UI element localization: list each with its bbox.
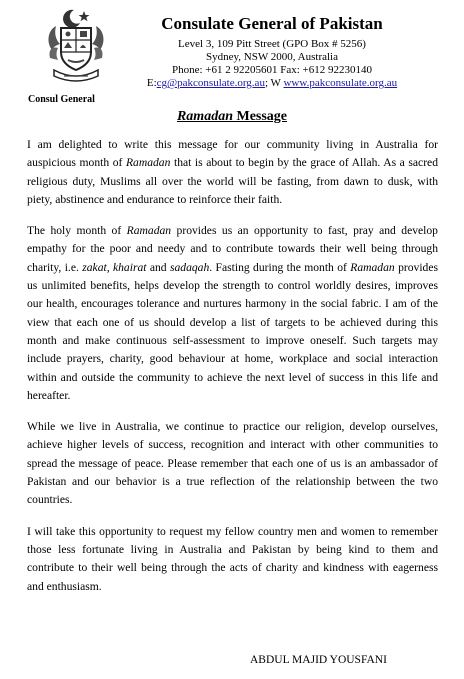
- email-prefix: E:: [146, 77, 157, 89]
- signature: ABDUL MAJID YOUSFANI: [250, 654, 387, 666]
- paragraph-text: The holy month of: [27, 224, 127, 238]
- message-title-rest: Message: [232, 109, 288, 124]
- paragraph-text: I am delighted to write this message for our community living in Australia for auspicious month of: [27, 138, 438, 170]
- pakistan-state-emblem-icon: [44, 6, 108, 86]
- italic-term: Ramadan: [126, 224, 172, 238]
- paragraph-text: I will take this opportunity to request my fellow country men and women to remember those less fortunate living in Australia and Pakistan by being kind to them and contribute to their well being through the acts of charity and kindness with eagerness and enthusiasm.: [27, 524, 438, 593]
- email-link[interactable]: cg@pakconsulate.org.au: [156, 77, 265, 89]
- paragraph-text: that is about to begin by the grace of Allah. As a sacred religious duty, Muslims all over the world will be fasting, from dawn to dusk, with piety, abstinence and endurance to reinforce their faith.: [27, 156, 438, 206]
- message-title: [0, 109, 464, 125]
- message-body: [27, 136, 438, 609]
- paragraph-text: While we live in Australia, we continue to practice our religion, develop ourselves, achieve higher levels of success, recognition and interact with other communities to spread the message of peace. Please remember that each one of us is an ambassador of Pakistan and our behavior is a true reflection of the relationship between the two countries.: [27, 420, 438, 507]
- body-paragraph: [27, 136, 438, 209]
- italic-term: sadaqah: [169, 260, 210, 274]
- web-separator: ; W: [264, 77, 284, 89]
- paragraph-text: provides us an opportunity to fast, pray and develop empathy for the poor and needy and to contribute towards their well being through charity, i.e.: [27, 224, 438, 274]
- website-link[interactable]: www.pakconsulate.org.au: [283, 77, 398, 89]
- italic-term: zakat, khairat: [82, 260, 147, 274]
- message-title-italic: Ramadan: [176, 109, 233, 124]
- body-paragraph: [27, 222, 438, 405]
- italic-term: Ramadan: [125, 156, 171, 170]
- letterhead: [0, 0, 464, 110]
- phone-fax-line: Phone: +61 2 92205601 Fax: +612 92230140: [171, 64, 373, 76]
- body-paragraph: [27, 418, 438, 509]
- body-paragraph: [27, 523, 438, 596]
- paragraph-text: and: [146, 260, 170, 274]
- paragraph-text: . Fasting during the month of: [209, 260, 351, 274]
- organization-name: Consulate General of Pakistan: [161, 14, 383, 33]
- paragraph-text: provides us unlimited benefits, helps develop the strength to control worldly desires, improves our health, encourages tolerance and nurtures harmony in the social fabric. I am of the view that each one of us should develop a list of targets to be achieved during this month and make continuous self-assessment to improve oneself. Such targets may include prayers, charity, good behaviour at home, workplace and social interaction within and outside the community to achieve the next level of success in this life and hereafter.: [27, 260, 439, 402]
- contact-line: [112, 77, 432, 90]
- emblem-caption: Consul General: [28, 94, 95, 105]
- italic-term: Ramadan: [350, 260, 395, 274]
- address-line-1: Level 3, 109 Pitt Street (GPO Box # 5256): [178, 38, 366, 50]
- address-line-2: Sydney, NSW 2000, Australia: [206, 51, 338, 63]
